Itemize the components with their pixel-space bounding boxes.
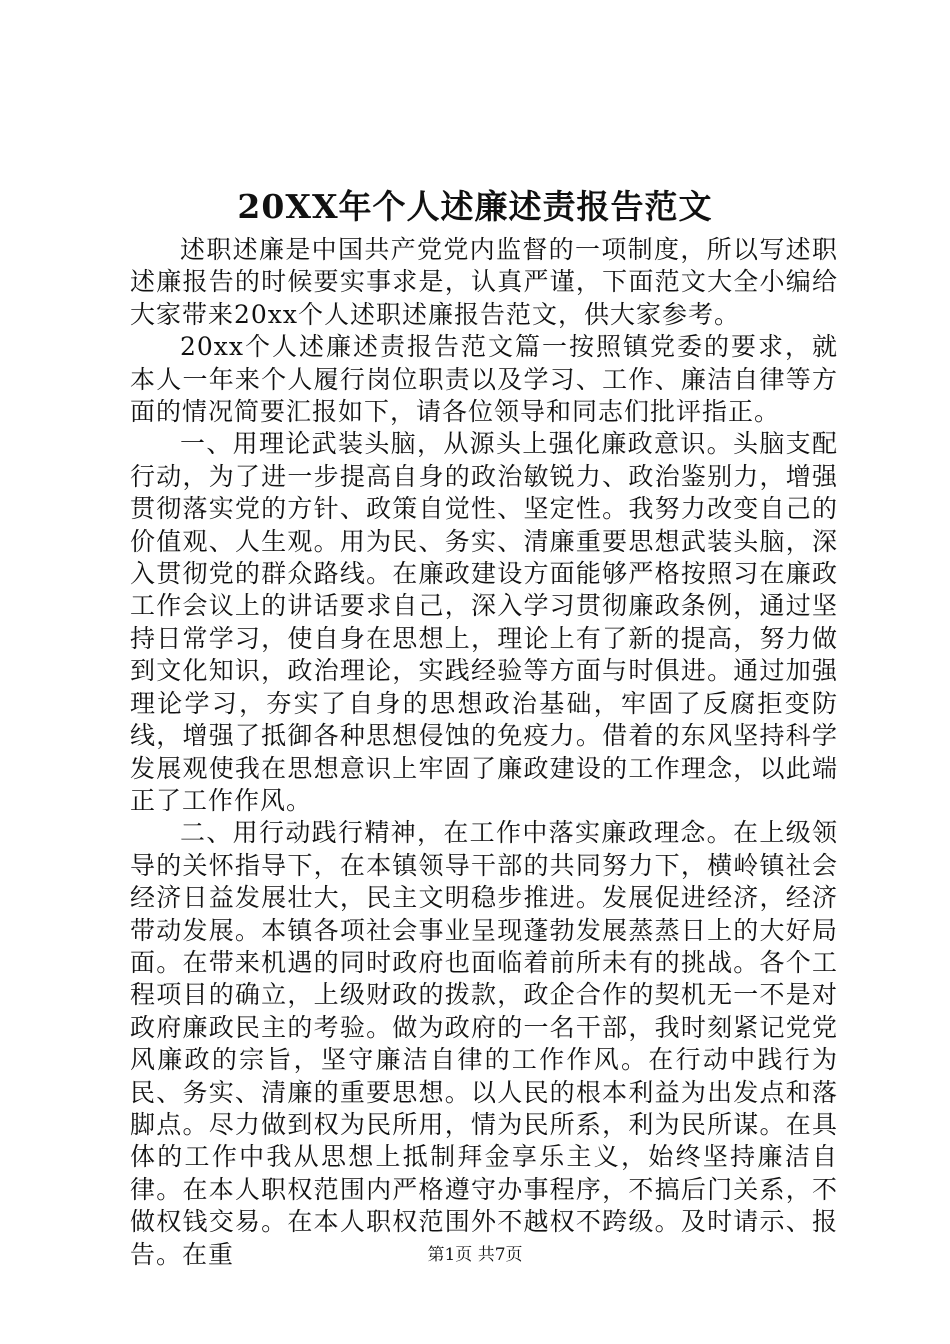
section-one-paragraph: 一、用理论武装头脑，从源头上强化廉政意识。头脑支配行动，为了进一步提高自身的政治敏锐力、政治鉴别力，增强贯彻落实党的方针、政策自觉性、坚定性。我努力改变自己的价值观、人生观。用为民、务实、清廉重要思想武装头脑，深入贯彻党的群众路线。在廉政建设方面能够严格按照习在廉政工作会议上的讲话要求自己，深入学习贯彻廉政条例，通过坚持日常学习，使自身在思想上，理论上有了新的提高，努力做到文化知识，政治理论，实践经验等方面与时俱进。通过加强理论学习，夯实了自身的思想政治基础，牢固了反腐拒变防线，增强了抵御各种思想侵蚀的免疫力。借着的东风坚持科学发展观使我在思想意识上牢固了廉政建设的工作理念，以此端正了工作作风。: [130, 429, 838, 815]
intro-paragraph: 述职述廉是中国共产党党内监督的一项制度，所以写述职述廉报告的时候要实事求是，认真严谨，下面范文大全小编给大家带来20xx个人述职述廉报告范文，供大家参考。: [130, 235, 838, 329]
opening-paragraph: 20xx个人述廉述责报告范文篇一按照镇党委的要求，就本人一年来个人履行岗位职责以及学习、工作、廉洁自律等方面的情况简要汇报如下，请各位领导和同志们批评指正。: [130, 332, 838, 427]
section-two-paragraph: 二、用行动践行精神，在工作中落实廉政理念。在上级领导的关怀指导下，在本镇领导干部的共同努力下，横岭镇社会经济日益发展壮大，民主文明稳步推进。发展促进经济，经济带动发展。本镇各项社会事业呈现蓬勃发展蒸蒸日上的大好局面。在带来机遇的同时政府也面临着前所未有的挑战。各个工程项目的确立，上级财政的拨款，政企合作的契机无一不是对政府廉政民主的考验。做为政府的一名干部，我时刻紧记党党风廉政的宗旨，坚守廉洁自律的工作作风。在行动中践行为民、务实、清廉的重要思想。以人民的根本利益为出发点和落脚点。尽力做到权为民所用，情为民所系，利为民所谋。在具体的工作中我从思想上抵制拜金享乐主义，始终坚持廉洁自律。在本人职权范围内严格遵守办事程序，不搞后门关系，不做权钱交易。在本人职权范围外不越权不跨级。及时请示、报告。在重: [130, 818, 838, 1269]
page-footer: 第1页 共7页: [427, 1245, 523, 1265]
document-body: [130, 234, 838, 1271]
document-title: 20XX年个人述廉述责报告范文: [237, 187, 713, 226]
